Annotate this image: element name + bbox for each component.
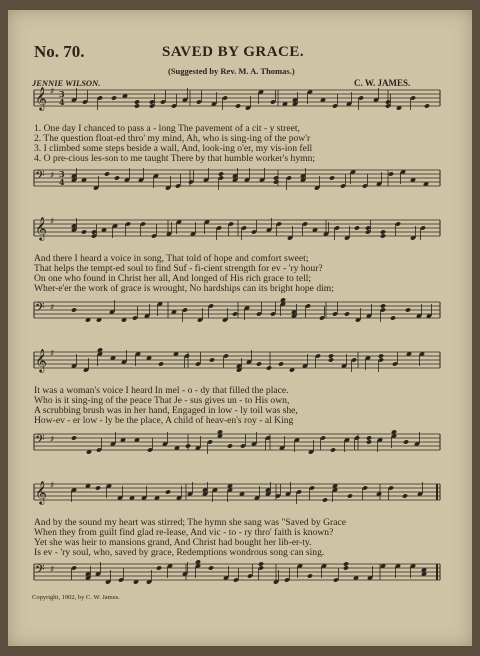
hymn-number: No. 70. <box>34 42 85 61</box>
sharp-icon: ♯ <box>50 435 55 445</box>
note-head <box>71 435 77 440</box>
treble-clef-icon: 𝄞 <box>35 216 47 240</box>
lyric-line: Who is it sing-ing of the peace That Je - sus gives un - to His own, <box>34 395 290 406</box>
hymn-page <box>8 10 472 646</box>
note-head <box>343 561 349 566</box>
lyricist: JENNIE WILSON. <box>32 78 101 88</box>
lyric-line: Wher-e'er the work of grace is wrought, No hardships can its bright hope dim; <box>34 283 334 294</box>
bass-clef-icon: 𝄢 <box>35 562 45 580</box>
note-head <box>347 493 353 498</box>
lyric-line: How-ev - er low - ly be the place, A child of heav-en's roy - al King <box>34 415 294 426</box>
hymn-title: SAVED BY GRACE. <box>162 44 305 60</box>
note-head <box>402 493 408 498</box>
note-head <box>114 175 120 180</box>
lyric-line: 3. I climbed some steps beside a wall, And, look-ing o'er, my vis-ion fell <box>34 143 313 154</box>
treble-clef-icon: 𝄞 <box>35 348 47 372</box>
lyric-line: 1. One day I chanced to pass a - long The pavement of a cit - y street, <box>34 123 300 134</box>
lyric-line: 2. The question float-ed thro' my mind, Ah, who is sing-ing of the pow'r <box>34 133 311 144</box>
note-head <box>208 565 214 570</box>
composer: C. W. JAMES. <box>354 78 411 88</box>
lyric-line: On one who found in Christ her all, And longed of His rich grace to tell; <box>34 273 312 284</box>
treble-clef-icon: 𝄞 <box>35 86 47 110</box>
note-head <box>266 365 272 370</box>
note-head <box>322 497 328 502</box>
note-head <box>156 565 162 570</box>
note-head <box>405 307 411 312</box>
note-head <box>232 311 238 316</box>
note-head <box>380 229 386 234</box>
note-head <box>158 361 164 366</box>
time-signature-top: 3 <box>59 89 65 99</box>
note-head <box>134 99 140 104</box>
note-head <box>111 95 117 100</box>
note-head <box>388 171 394 176</box>
hymn-subtitle: (Suggested by Rev. M. A. Thomas.) <box>168 66 295 76</box>
note-head <box>344 311 350 316</box>
lyric-line: And there I heard a voice in song, That told of hope and comfort sweet; <box>34 253 309 264</box>
treble-clef-icon: 𝄞 <box>35 480 47 504</box>
note-head <box>329 175 335 180</box>
note-head <box>328 353 334 358</box>
note-head <box>71 307 77 312</box>
note-head <box>227 443 233 448</box>
note-head <box>256 361 262 366</box>
note-head <box>165 489 171 494</box>
sharp-icon: ♯ <box>50 481 55 491</box>
note-head <box>104 171 110 176</box>
note-head <box>81 229 87 234</box>
lyric-line: Yet she was heir to mansions grand, And Christ had bought her lib-er-ty. <box>34 537 312 548</box>
note-head <box>134 103 140 108</box>
note-head <box>366 439 372 444</box>
sharp-icon: ♯ <box>50 303 55 313</box>
sharp-icon: ♯ <box>50 87 55 97</box>
note-head <box>378 353 384 358</box>
note-head <box>307 573 313 578</box>
lyric-line: That helps the tempt-ed soul to find Suf - fi-cient strength for ev - 'ry hour? <box>34 263 323 274</box>
lyric-line: A scrubbing brush was in her hand, Engaged in low - ly toil was she, <box>34 405 298 416</box>
lyric-line: Is ev - 'ry soul, who, saved by grace, Redemptions wondrous song can sing. <box>34 547 325 558</box>
bass-clef-icon: 𝄢 <box>35 168 45 186</box>
sharp-icon: ♯ <box>50 217 55 227</box>
lyric-line: And by the sound my heart was stirred; The hymn she sang was "Saved by Grace <box>34 517 347 528</box>
note-head <box>235 103 241 108</box>
note-head <box>366 435 372 440</box>
bass-clef-icon: 𝄢 <box>35 432 45 450</box>
time-signature-top: 3 <box>59 169 65 179</box>
time-signature-bottom: 4 <box>59 177 65 187</box>
note-head <box>380 233 386 238</box>
sharp-icon: ♯ <box>50 565 55 575</box>
lyric-line: 4. O pre-cious les-son to me taught There by that humble worker's hymn; <box>34 153 316 164</box>
note-head <box>278 361 284 366</box>
note-head <box>343 565 349 570</box>
lyric-line: When they from guilt find glad re-lease, And vic - to - ry thro' faith is known? <box>34 527 334 538</box>
lyric-line: It was a woman's voice I heard In mel - o - dy that filled the place. <box>34 385 289 396</box>
note-head <box>354 225 360 230</box>
note-head <box>218 171 224 176</box>
note-head <box>209 357 215 362</box>
note-head <box>258 561 264 566</box>
bass-clef-icon: 𝄢 <box>35 300 45 318</box>
time-signature-bottom: 4 <box>59 97 65 107</box>
note-head <box>185 443 191 448</box>
note-head <box>380 303 386 308</box>
note-head <box>403 439 409 444</box>
copyright-notice: Copyright, 1902, by C. W. James. <box>32 594 120 601</box>
note-head <box>390 315 396 320</box>
note-head <box>95 485 101 490</box>
sharp-icon: ♯ <box>50 349 55 359</box>
note-head <box>424 103 430 108</box>
sharp-icon: ♯ <box>50 171 55 181</box>
note-head <box>330 447 336 452</box>
note-head <box>328 357 334 362</box>
